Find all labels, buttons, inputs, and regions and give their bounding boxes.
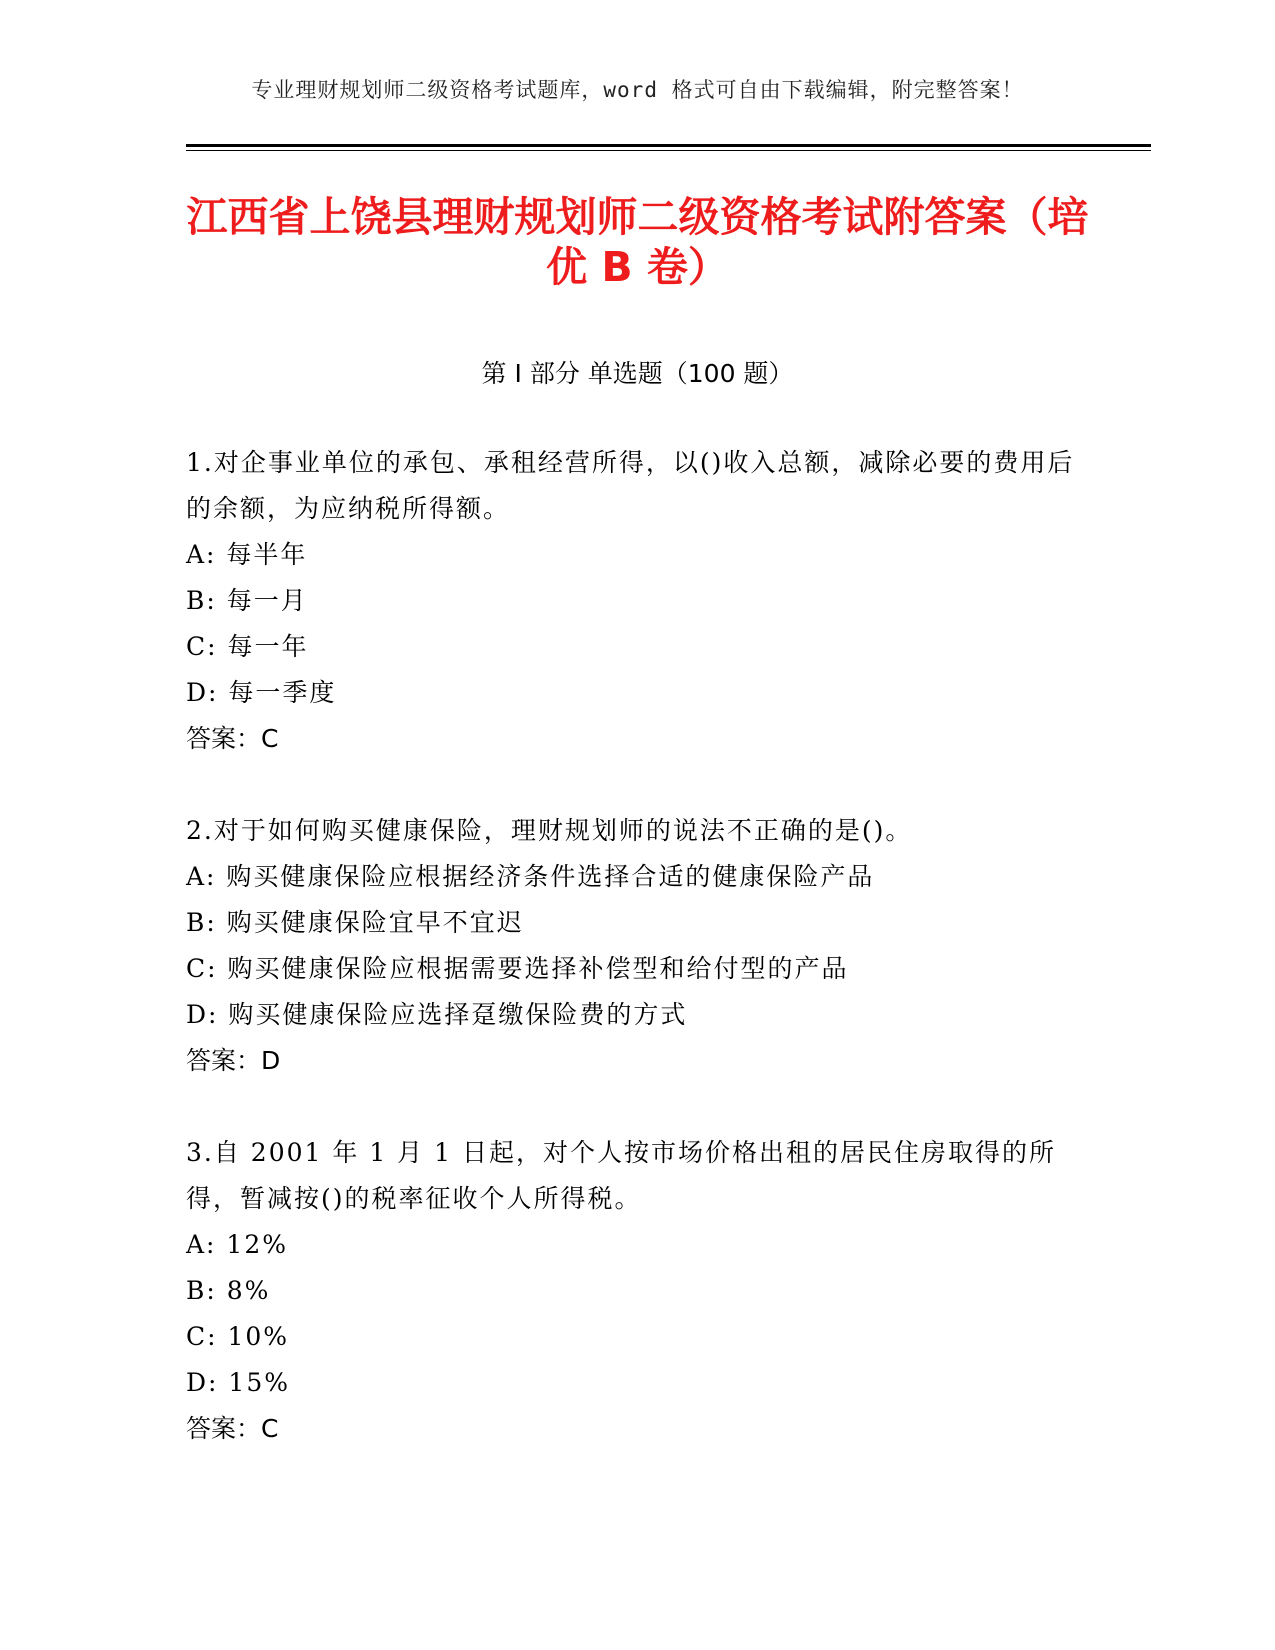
question-1 xyxy=(186,440,1086,762)
option-c: C: 10% xyxy=(186,1322,290,1351)
document-title: 江西省上饶县理财规划师二级资格考试附答案（培优 B 卷） xyxy=(186,193,1089,291)
header-note: 专业理财规划师二级资格考试题库，word 格式可自由下载编辑，附完整答案！ xyxy=(251,78,1024,102)
section-title: 第 I 部分 单选题（100 题） xyxy=(481,359,794,388)
header-rule-thin xyxy=(186,150,1151,151)
answer-line: 答案：C xyxy=(186,1414,279,1443)
option-c: C: 每一年 xyxy=(186,632,309,661)
option-d: D: 购买健康保险应选择趸缴保险费的方式 xyxy=(186,1000,688,1029)
answer-line: 答案：C xyxy=(186,724,279,753)
question-2 xyxy=(186,808,1086,1084)
option-a: A: 每半年 xyxy=(186,540,308,569)
option-b: B: 每一月 xyxy=(186,586,308,615)
question-stem: 2.对于如何购买健康保险，理财规划师的说法不正确的是()。 xyxy=(186,816,913,845)
option-b: B: 购买健康保险宜早不宜迟 xyxy=(186,908,524,937)
option-d: D: 15% xyxy=(186,1368,290,1397)
answer-line: 答案：D xyxy=(186,1046,281,1075)
option-a: A: 购买健康保险应根据经济条件选择合适的健康保险产品 xyxy=(186,862,875,891)
option-d: D: 每一季度 xyxy=(186,678,337,707)
option-b: B: 8% xyxy=(186,1276,271,1305)
question-3 xyxy=(186,1130,1086,1452)
header-rule-thick xyxy=(186,144,1151,147)
question-list xyxy=(186,440,1086,1498)
option-a: A: 12% xyxy=(186,1230,288,1259)
question-stem: 3.自 2001 年 1 月 1 日起，对个人按市场价格出租的居民住房取得的所得，暂减按()的税率征收个人所得税。 xyxy=(186,1138,1056,1213)
option-c: C: 购买健康保险应根据需要选择补偿型和给付型的产品 xyxy=(186,954,849,983)
question-stem: 1.对企事业单位的承包、承租经营所得，以()收入总额，减除必要的费用后的余额，为应纳税所得额。 xyxy=(186,448,1075,523)
